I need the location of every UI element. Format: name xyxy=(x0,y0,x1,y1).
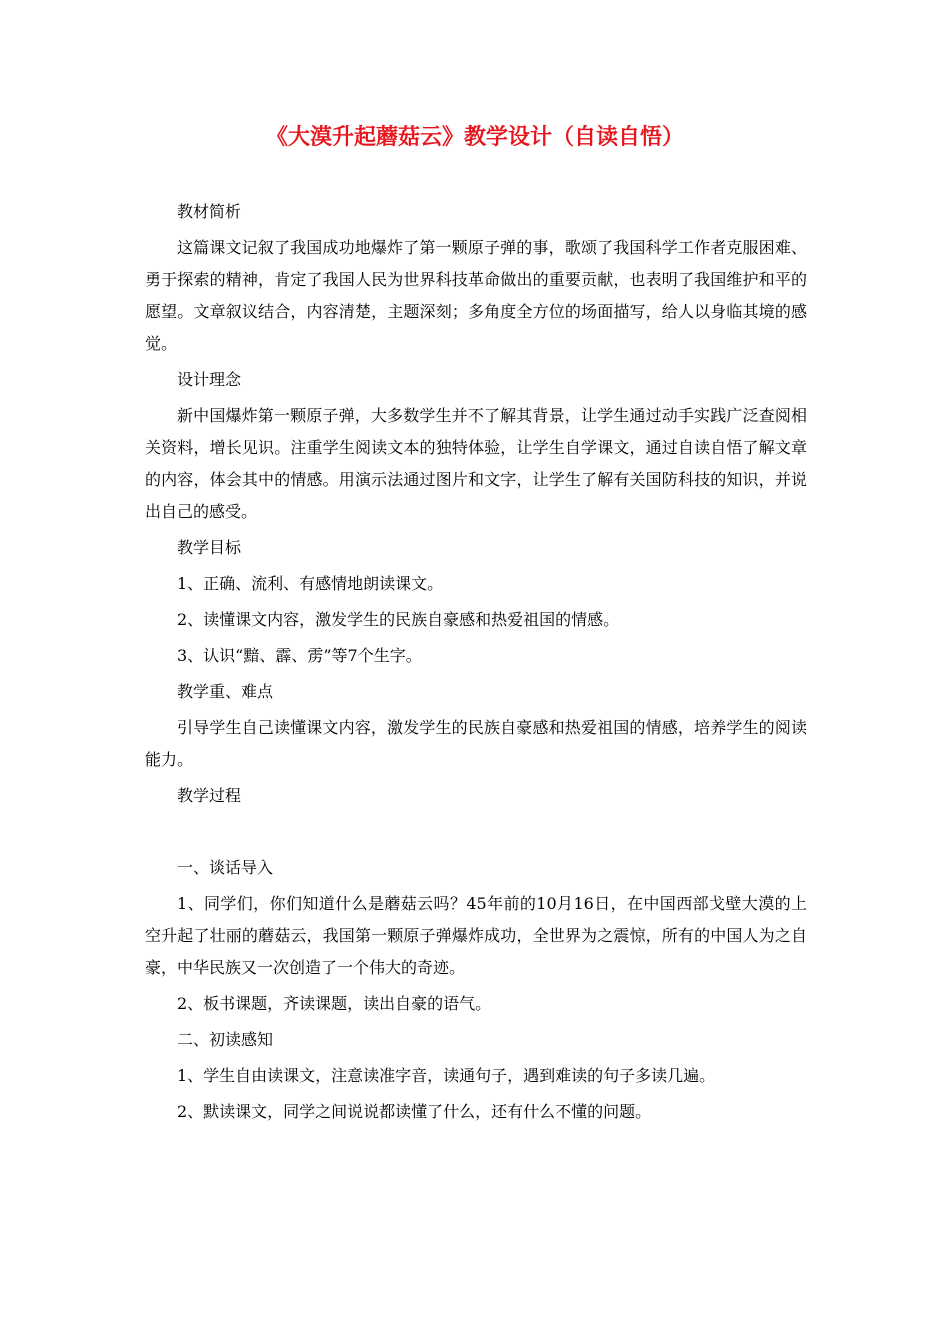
section-heading-goals: 教学目标 xyxy=(177,538,242,557)
paragraph-material: 这篇课文记叙了我国成功地爆炸了第一颗原子弹的事，歌颂了我国科学工作者克服困难、勇于探索的精神，肯定了我国人民为世界科技革命做出的重要贡献，也表明了我国维护和平的愿望。文章叙议结合，内容清楚，主题深刻；多角度全方位的场面描写，给人以身临其境的感觉。 xyxy=(145,238,807,353)
step-1-item-2: 2、板书课题，齐读课题，读出自豪的语气。 xyxy=(177,994,492,1013)
section-heading-key-points: 教学重、难点 xyxy=(177,682,274,701)
goal-item-3: 3、认识“黯、霹、雳”等7个生字。 xyxy=(177,646,422,665)
document-title: 《大漠升起蘑菇云》教学设计（自读自悟） xyxy=(265,124,684,150)
blank-line xyxy=(145,816,807,852)
paragraph-concept: 新中国爆炸第一颗原子弹，大多数学生并不了解其背景，让学生通过动手实践广泛查阅相关资料，增长见识。注重学生阅读文本的独特体验，让学生自学课文，通过自读自悟了解文章的内容，体会其中的情感。用演示法通过图片和文字，让学生了解有关国防科技的知识，并说出自己的感受。 xyxy=(145,406,807,521)
step-1-item-1: 1、同学们，你们知道什么是蘑菇云吗？45年前的10月16日，在中国西部戈壁大漠的上空升起了壮丽的蘑菇云，我国第一颗原子弹爆炸成功，全世界为之震惊，所有的中国人为之自豪，中华民族又一次创造了一个伟大的奇迹。 xyxy=(145,894,807,977)
step-1-heading: 一、谈话导入 xyxy=(177,858,274,877)
goal-item-1: 1、正确、流利、有感情地朗读课文。 xyxy=(177,574,444,593)
step-2-item-1: 1、学生自由读课文，注意读准字音，读通句子，遇到难读的句子多读几遍。 xyxy=(177,1066,716,1085)
step-2-item-2: 2、默读课文，同学之间说说都读懂了什么，还有什么不懂的问题。 xyxy=(177,1102,652,1121)
paragraph-key-points: 引导学生自己读懂课文内容，激发学生的民族自豪感和热爱祖国的情感，培养学生的阅读能力。 xyxy=(145,718,807,769)
document-body xyxy=(145,196,807,1132)
section-heading-material: 教材简析 xyxy=(177,202,242,221)
step-2-heading: 二、初读感知 xyxy=(177,1030,274,1049)
goal-item-2: 2、读懂课文内容，激发学生的民族自豪感和热爱祖国的情感。 xyxy=(177,610,620,629)
section-heading-concept: 设计理念 xyxy=(177,370,242,389)
section-heading-process: 教学过程 xyxy=(177,786,242,805)
